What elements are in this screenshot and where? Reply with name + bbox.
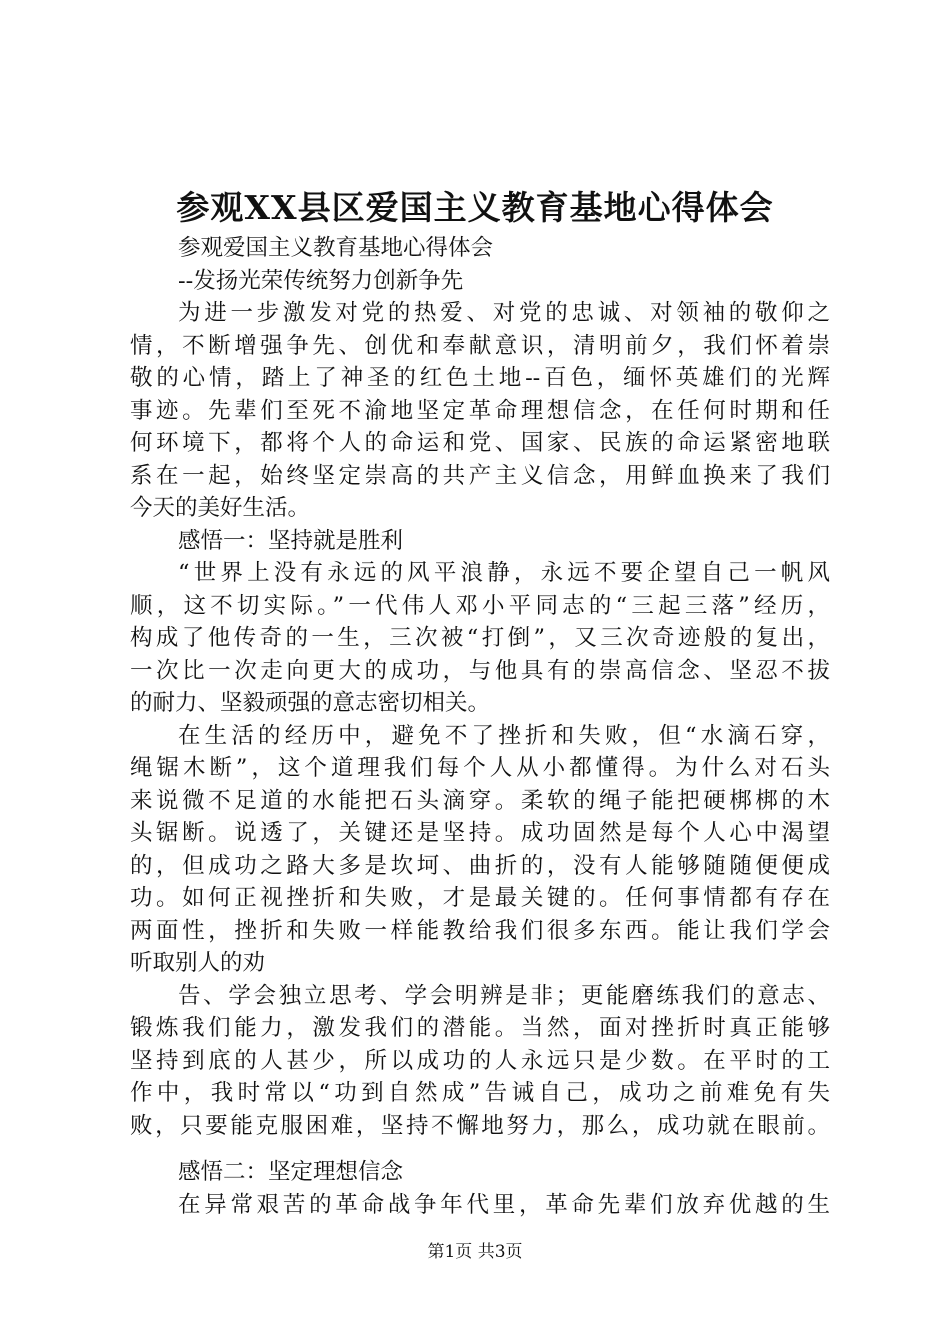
text-line: 感悟一：坚持就是胜利 bbox=[178, 527, 404, 554]
text-line: 坚持到底的人甚少，所以成功的人永远只是少数。在平时的工 bbox=[130, 1047, 830, 1074]
document-body bbox=[130, 232, 830, 1221]
text-line: 功。如何正视挫折和失败，才是最关键的。任何事情都有存在 bbox=[130, 885, 830, 911]
body-block-2 bbox=[130, 1156, 830, 1221]
text-line: 来说微不足道的水能把石头滴穿。柔软的绳子能把硬梆梆的木 bbox=[130, 787, 830, 814]
text-line: 敬的心情，踏上了神圣的红色土地--百色，缅怀英雄们的光辉 bbox=[130, 365, 830, 391]
text-line: 两面性，挫折和失败一样能教给我们很多东西。能让我们学会 bbox=[130, 917, 830, 944]
text-line: 顺，这不切实际。”一代伟人邓小平同志的“三起三落”经历， bbox=[130, 592, 830, 619]
text-line: 事迹。先辈们至死不渝地坚定革命理想信念，在任何时期和任 bbox=[130, 397, 830, 424]
document-title: 参观XX县区爱国主义教育基地心得体会 bbox=[176, 188, 774, 227]
text-line: 头锯断。说透了，关键还是坚持。成功固然是每个人心中渴望 bbox=[130, 820, 830, 846]
text-line: 为进一步激发对党的热爱、对党的忠诚、对领袖的敬仰之 bbox=[178, 300, 830, 326]
text-line: 的，但成功之路大多是坎坷、曲折的，没有人能够随随便便成 bbox=[130, 852, 830, 879]
text-line: 在生活的经历中，避免不了挫折和失败，但“水滴石穿， bbox=[178, 722, 830, 749]
text-line: 何环境下，都将个人的命运和党、国家、民族的命运紧密地联 bbox=[130, 430, 830, 456]
text-line: 作中，我时常以“功到自然成”告诫自己，成功之前难免有失 bbox=[130, 1080, 830, 1106]
text-line: --发扬光荣传统努力创新争先 bbox=[178, 267, 464, 294]
text-line: 一次比一次走向更大的成功，与他具有的崇高信念、坚忍不拔 bbox=[130, 657, 830, 684]
text-line: 系在一起，始终坚定崇高的共产主义信念，用鲜血换来了我们 bbox=[130, 462, 830, 489]
text-line: 参观爱国主义教育基地心得体会 bbox=[178, 235, 494, 261]
text-line: 在异常艰苦的革命战争年代里，革命先辈们放弃优越的生 bbox=[178, 1191, 830, 1218]
text-line: “世界上没有永远的风平浪静，永远不要企望自己一帆风 bbox=[178, 560, 830, 586]
text-line: 的耐力、坚毅顽强的意志密切相关。 bbox=[130, 690, 491, 716]
body-block-1 bbox=[130, 232, 830, 1142]
page-footer: 第1页 共3页 bbox=[427, 1242, 523, 1262]
text-line: 构成了他传奇的一生，三次被“打倒”，又三次奇迹般的复出， bbox=[130, 625, 830, 651]
text-line: 告、学会独立思考、学会明辨是非；更能磨练我们的意志、 bbox=[178, 982, 830, 1009]
text-line: 情，不断增强争先、创优和奉献意识，清明前夕，我们怀着崇 bbox=[130, 332, 830, 359]
text-line: 听取别人的劝 bbox=[130, 950, 266, 976]
text-line: 锻炼我们能力，激发我们的潜能。当然，面对挫折时真正能够 bbox=[130, 1015, 830, 1041]
text-line: 绳锯木断”，这个道理我们每个人从小都懂得。为什么对石头 bbox=[130, 755, 830, 781]
paragraph-gap bbox=[130, 1142, 830, 1156]
text-line: 今天的美好生活。 bbox=[130, 495, 311, 521]
text-line: 感悟二：坚定理想信念 bbox=[178, 1159, 404, 1185]
text-line: 败，只要能克服困难，坚持不懈地努力，那么，成功就在眼前。 bbox=[130, 1112, 830, 1139]
